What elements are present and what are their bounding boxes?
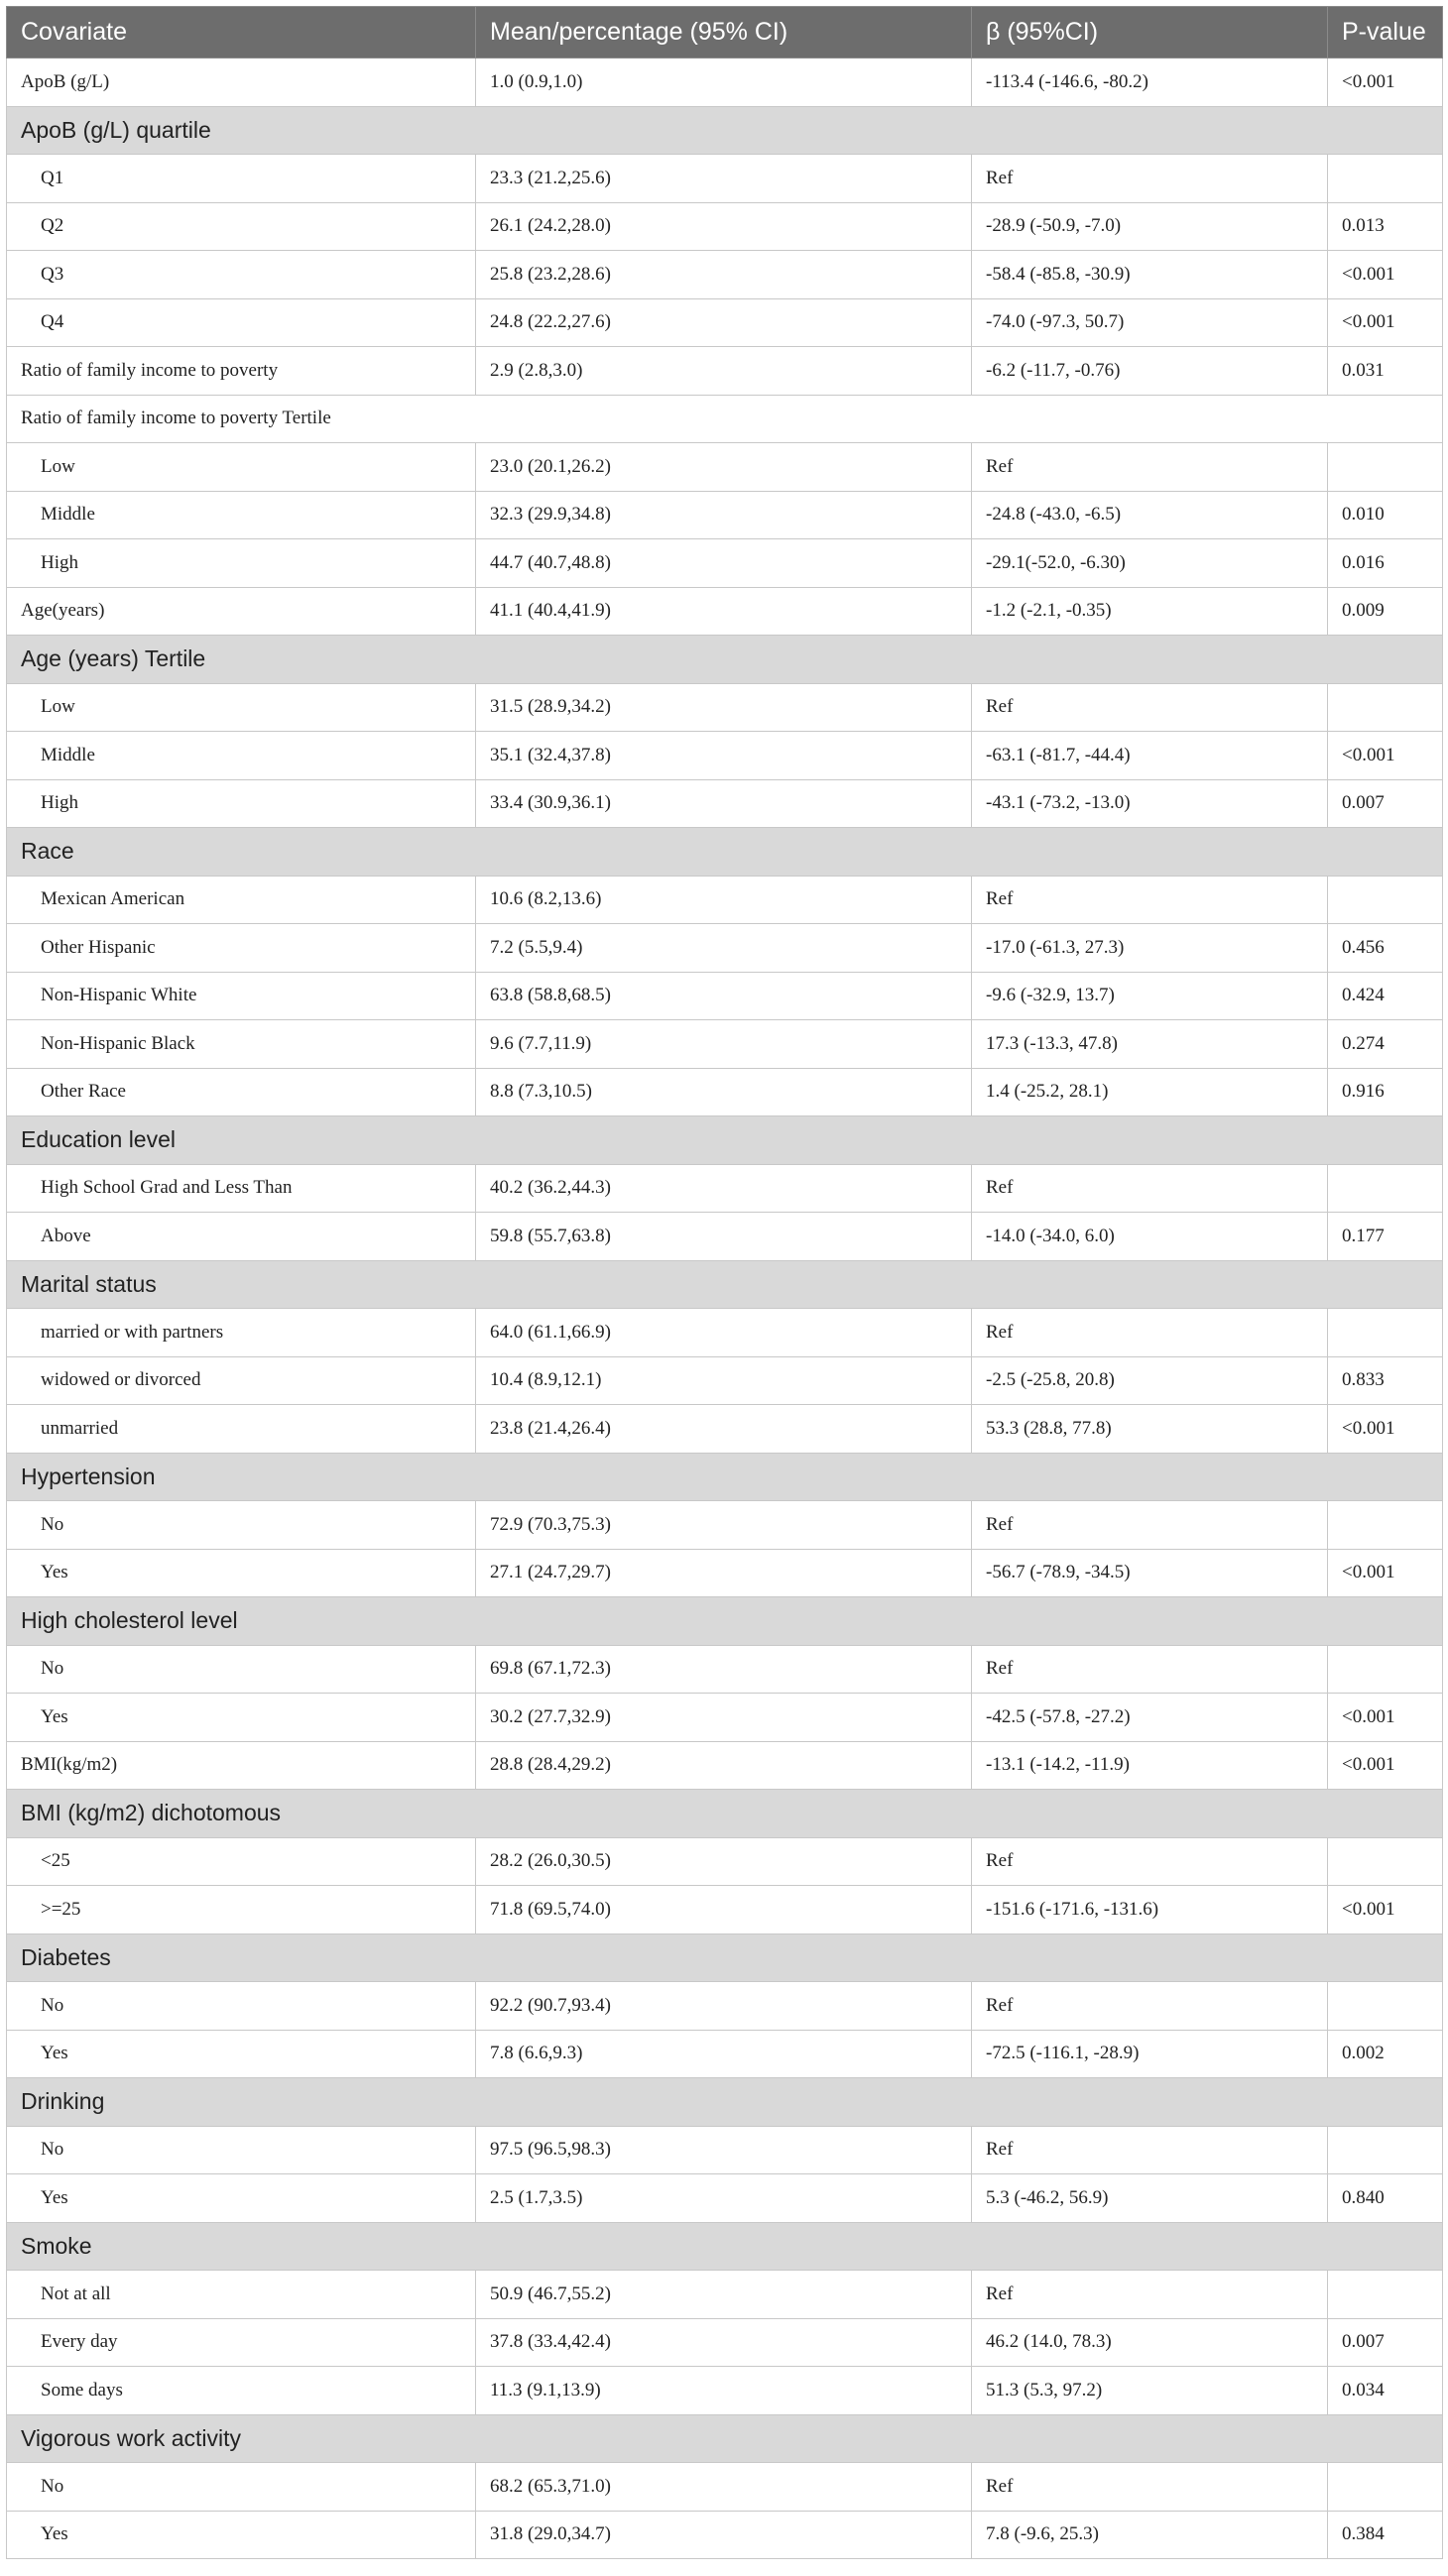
mean-cell: 64.0 (61.1,66.9) — [476, 1309, 972, 1357]
covariate-cell: Q3 — [7, 251, 476, 299]
mean-cell: 23.3 (21.2,25.6) — [476, 155, 972, 203]
p-value-cell — [1328, 1837, 1443, 1886]
p-value-cell: 0.274 — [1328, 1020, 1443, 1069]
table-row — [7, 1982, 1443, 2031]
p-value-cell — [1328, 1645, 1443, 1694]
mean-cell: 28.8 (28.4,29.2) — [476, 1741, 972, 1790]
mean-cell: 30.2 (27.7,32.9) — [476, 1694, 972, 1742]
beta-cell: Ref — [972, 155, 1328, 203]
covariate-cell: Non-Hispanic White — [7, 972, 476, 1020]
covariate-cell: BMI(kg/m2) — [7, 1741, 476, 1790]
p-value-cell: <0.001 — [1328, 298, 1443, 347]
mean-cell: 23.8 (21.4,26.4) — [476, 1405, 972, 1454]
mean-cell: 7.8 (6.6,9.3) — [476, 2030, 972, 2078]
table-row — [7, 1164, 1443, 1213]
group-header-row — [7, 2078, 1443, 2127]
covariate-cell: unmarried — [7, 1405, 476, 1454]
table-row — [7, 1549, 1443, 1597]
covariate-cell: Above — [7, 1213, 476, 1261]
table-row — [7, 202, 1443, 251]
covariate-cell: No — [7, 1501, 476, 1550]
p-value-cell — [1328, 2271, 1443, 2319]
covariate-cell: Middle — [7, 491, 476, 539]
p-value-cell: 0.177 — [1328, 1213, 1443, 1261]
table-row — [7, 2511, 1443, 2559]
group-label: Drinking — [7, 2078, 1443, 2127]
covariate-cell: Middle — [7, 732, 476, 780]
beta-cell: Ref — [972, 1837, 1328, 1886]
table-row — [7, 1645, 1443, 1694]
table-row — [7, 1356, 1443, 1405]
covariate-cell: <25 — [7, 1837, 476, 1886]
group-label: ApoB (g/L) quartile — [7, 106, 1443, 155]
table-row — [7, 2271, 1443, 2319]
group-label: High cholesterol level — [7, 1597, 1443, 1646]
p-value-cell: 0.013 — [1328, 202, 1443, 251]
group-header-row — [7, 106, 1443, 155]
group-header-row — [7, 1790, 1443, 1838]
mean-cell: 27.1 (24.7,29.7) — [476, 1549, 972, 1597]
beta-cell: -29.1(-52.0, -6.30) — [972, 539, 1328, 588]
beta-cell: -42.5 (-57.8, -27.2) — [972, 1694, 1328, 1742]
table-body — [7, 59, 1443, 2559]
group-header-row — [7, 828, 1443, 877]
covariate-cell: No — [7, 2463, 476, 2512]
beta-cell: Ref — [972, 876, 1328, 924]
p-value-cell — [1328, 1501, 1443, 1550]
beta-cell: -9.6 (-32.9, 13.7) — [972, 972, 1328, 1020]
p-value-cell — [1328, 683, 1443, 732]
header-mean: Mean/percentage (95% CI) — [476, 7, 972, 59]
beta-cell: 53.3 (28.8, 77.8) — [972, 1405, 1328, 1454]
table-row — [7, 683, 1443, 732]
table-row — [7, 1501, 1443, 1550]
p-value-cell: <0.001 — [1328, 59, 1443, 107]
table-row — [7, 1694, 1443, 1742]
beta-cell: Ref — [972, 1164, 1328, 1213]
mean-cell: 69.8 (67.1,72.3) — [476, 1645, 972, 1694]
p-value-cell: 0.034 — [1328, 2367, 1443, 2415]
covariate-cell: Low — [7, 683, 476, 732]
mean-cell: 97.5 (96.5,98.3) — [476, 2126, 972, 2174]
beta-cell: 5.3 (-46.2, 56.9) — [972, 2174, 1328, 2223]
covariate-cell: Yes — [7, 2030, 476, 2078]
beta-cell: Ref — [972, 2463, 1328, 2512]
covariate-cell: High — [7, 539, 476, 588]
header-covariate: Covariate — [7, 7, 476, 59]
section-title-row — [7, 395, 1443, 443]
covariate-cell: Ratio of family income to poverty — [7, 347, 476, 396]
p-value-cell: <0.001 — [1328, 1741, 1443, 1790]
group-label: Marital status — [7, 1260, 1443, 1309]
p-value-cell: 0.456 — [1328, 924, 1443, 973]
covariate-cell: married or with partners — [7, 1309, 476, 1357]
covariate-cell: ApoB (g/L) — [7, 59, 476, 107]
p-value-cell: <0.001 — [1328, 1694, 1443, 1742]
mean-cell: 23.0 (20.1,26.2) — [476, 443, 972, 492]
covariate-cell: Q1 — [7, 155, 476, 203]
covariate-cell: High — [7, 779, 476, 828]
beta-cell: -1.2 (-2.1, -0.35) — [972, 587, 1328, 636]
beta-cell: -28.9 (-50.9, -7.0) — [972, 202, 1328, 251]
beta-cell: 46.2 (14.0, 78.3) — [972, 2318, 1328, 2367]
beta-cell: 17.3 (-13.3, 47.8) — [972, 1020, 1328, 1069]
p-value-cell — [1328, 876, 1443, 924]
covariate-cell: widowed or divorced — [7, 1356, 476, 1405]
covariate-cell: High School Grad and Less Than — [7, 1164, 476, 1213]
covariate-cell: Mexican American — [7, 876, 476, 924]
beta-cell: -2.5 (-25.8, 20.8) — [972, 1356, 1328, 1405]
table-row — [7, 2463, 1443, 2512]
mean-cell: 50.9 (46.7,55.2) — [476, 2271, 972, 2319]
mean-cell: 28.2 (26.0,30.5) — [476, 1837, 972, 1886]
group-header-row — [7, 1597, 1443, 1646]
group-label: Hypertension — [7, 1453, 1443, 1501]
mean-cell: 2.5 (1.7,3.5) — [476, 2174, 972, 2223]
table-row — [7, 2318, 1443, 2367]
header-beta: β (95%CI) — [972, 7, 1328, 59]
mean-cell: 59.8 (55.7,63.8) — [476, 1213, 972, 1261]
beta-cell: -74.0 (-97.3, 50.7) — [972, 298, 1328, 347]
group-label: Diabetes — [7, 1933, 1443, 1982]
table-row — [7, 298, 1443, 347]
beta-cell: -24.8 (-43.0, -6.5) — [972, 491, 1328, 539]
covariate-cell: No — [7, 1982, 476, 2031]
covariate-cell: Yes — [7, 2511, 476, 2559]
beta-cell: -151.6 (-171.6, -131.6) — [972, 1886, 1328, 1934]
p-value-cell: <0.001 — [1328, 1405, 1443, 1454]
covariate-cell: Every day — [7, 2318, 476, 2367]
table-row — [7, 1020, 1443, 1069]
mean-cell: 7.2 (5.5,9.4) — [476, 924, 972, 973]
mean-cell: 68.2 (65.3,71.0) — [476, 2463, 972, 2512]
table-row — [7, 876, 1443, 924]
group-header-row — [7, 636, 1443, 684]
group-label: Age (years) Tertile — [7, 636, 1443, 684]
beta-cell: -113.4 (-146.6, -80.2) — [972, 59, 1328, 107]
p-value-cell: 0.016 — [1328, 539, 1443, 588]
p-value-cell: <0.001 — [1328, 732, 1443, 780]
table-row — [7, 1886, 1443, 1934]
p-value-cell — [1328, 2463, 1443, 2512]
beta-cell: -13.1 (-14.2, -11.9) — [972, 1741, 1328, 1790]
beta-cell: -72.5 (-116.1, -28.9) — [972, 2030, 1328, 2078]
p-value-cell: 0.009 — [1328, 587, 1443, 636]
covariate-cell: Yes — [7, 1694, 476, 1742]
group-header-row — [7, 1260, 1443, 1309]
table-row — [7, 732, 1443, 780]
p-value-cell: 0.833 — [1328, 1356, 1443, 1405]
mean-cell: 41.1 (40.4,41.9) — [476, 587, 972, 636]
table-row — [7, 1213, 1443, 1261]
beta-cell: Ref — [972, 683, 1328, 732]
table-row — [7, 1837, 1443, 1886]
mean-cell: 24.8 (22.2,27.6) — [476, 298, 972, 347]
beta-cell: 51.3 (5.3, 97.2) — [972, 2367, 1328, 2415]
beta-cell: -14.0 (-34.0, 6.0) — [972, 1213, 1328, 1261]
mean-cell: 71.8 (69.5,74.0) — [476, 1886, 972, 1934]
covariate-cell: Age(years) — [7, 587, 476, 636]
covariate-cell: No — [7, 2126, 476, 2174]
mean-cell: 63.8 (58.8,68.5) — [476, 972, 972, 1020]
beta-cell: -43.1 (-73.2, -13.0) — [972, 779, 1328, 828]
beta-cell: -63.1 (-81.7, -44.4) — [972, 732, 1328, 780]
beta-cell: 1.4 (-25.2, 28.1) — [972, 1068, 1328, 1116]
table-row — [7, 155, 1443, 203]
p-value-cell: 0.424 — [1328, 972, 1443, 1020]
header-p-value: P-value — [1328, 7, 1443, 59]
beta-cell: -56.7 (-78.9, -34.5) — [972, 1549, 1328, 1597]
mean-cell: 31.8 (29.0,34.7) — [476, 2511, 972, 2559]
table-row — [7, 347, 1443, 396]
table-row — [7, 924, 1443, 973]
table-row — [7, 2126, 1443, 2174]
table-row — [7, 443, 1443, 492]
covariate-cell: No — [7, 1645, 476, 1694]
beta-cell: Ref — [972, 1645, 1328, 1694]
p-value-cell — [1328, 443, 1443, 492]
mean-cell: 35.1 (32.4,37.8) — [476, 732, 972, 780]
p-value-cell — [1328, 1982, 1443, 2031]
beta-cell: Ref — [972, 1501, 1328, 1550]
table-row — [7, 587, 1443, 636]
p-value-cell — [1328, 1164, 1443, 1213]
covariate-cell: Yes — [7, 1549, 476, 1597]
p-value-cell — [1328, 2126, 1443, 2174]
table-row — [7, 972, 1443, 1020]
group-label: Race — [7, 828, 1443, 877]
table-row — [7, 1741, 1443, 1790]
mean-cell: 26.1 (24.2,28.0) — [476, 202, 972, 251]
group-header-row — [7, 1453, 1443, 1501]
table-row — [7, 539, 1443, 588]
covariate-cell: Non-Hispanic Black — [7, 1020, 476, 1069]
mean-cell: 40.2 (36.2,44.3) — [476, 1164, 972, 1213]
mean-cell: 37.8 (33.4,42.4) — [476, 2318, 972, 2367]
mean-cell: 33.4 (30.9,36.1) — [476, 779, 972, 828]
beta-cell: Ref — [972, 2126, 1328, 2174]
mean-cell: 32.3 (29.9,34.8) — [476, 491, 972, 539]
covariate-table — [6, 6, 1443, 2559]
p-value-cell: <0.001 — [1328, 251, 1443, 299]
group-label: BMI (kg/m2) dichotomous — [7, 1790, 1443, 1838]
mean-cell: 10.4 (8.9,12.1) — [476, 1356, 972, 1405]
p-value-cell: 0.031 — [1328, 347, 1443, 396]
table-row — [7, 251, 1443, 299]
table-row — [7, 2030, 1443, 2078]
p-value-cell: <0.001 — [1328, 1549, 1443, 1597]
table-row — [7, 2367, 1443, 2415]
mean-cell: 72.9 (70.3,75.3) — [476, 1501, 972, 1550]
covariate-cell: Not at all — [7, 2271, 476, 2319]
covariate-cell: Low — [7, 443, 476, 492]
p-value-cell: 0.916 — [1328, 1068, 1443, 1116]
p-value-cell: 0.007 — [1328, 779, 1443, 828]
group-label: Smoke — [7, 2222, 1443, 2271]
group-label: Ratio of family income to poverty Tertile — [7, 395, 1443, 443]
p-value-cell: 0.840 — [1328, 2174, 1443, 2223]
table-row — [7, 779, 1443, 828]
beta-cell: -58.4 (-85.8, -30.9) — [972, 251, 1328, 299]
table-header-row — [7, 7, 1443, 59]
p-value-cell: 0.384 — [1328, 2511, 1443, 2559]
covariate-cell: Q4 — [7, 298, 476, 347]
covariate-cell: Other Hispanic — [7, 924, 476, 973]
covariate-cell: >=25 — [7, 1886, 476, 1934]
table-row — [7, 491, 1443, 539]
mean-cell: 1.0 (0.9,1.0) — [476, 59, 972, 107]
beta-cell: -6.2 (-11.7, -0.76) — [972, 347, 1328, 396]
mean-cell: 2.9 (2.8,3.0) — [476, 347, 972, 396]
p-value-cell: 0.002 — [1328, 2030, 1443, 2078]
p-value-cell — [1328, 1309, 1443, 1357]
mean-cell: 10.6 (8.2,13.6) — [476, 876, 972, 924]
table-row — [7, 59, 1443, 107]
beta-cell: Ref — [972, 443, 1328, 492]
table-row — [7, 2174, 1443, 2223]
beta-cell: Ref — [972, 1309, 1328, 1357]
mean-cell: 25.8 (23.2,28.6) — [476, 251, 972, 299]
mean-cell: 44.7 (40.7,48.8) — [476, 539, 972, 588]
mean-cell: 8.8 (7.3,10.5) — [476, 1068, 972, 1116]
covariate-cell: Q2 — [7, 202, 476, 251]
covariate-cell: Other Race — [7, 1068, 476, 1116]
p-value-cell: <0.001 — [1328, 1886, 1443, 1934]
beta-cell: 7.8 (-9.6, 25.3) — [972, 2511, 1328, 2559]
group-label: Education level — [7, 1116, 1443, 1165]
p-value-cell: 0.010 — [1328, 491, 1443, 539]
mean-cell: 9.6 (7.7,11.9) — [476, 1020, 972, 1069]
beta-cell: Ref — [972, 1982, 1328, 2031]
group-header-row — [7, 2222, 1443, 2271]
mean-cell: 31.5 (28.9,34.2) — [476, 683, 972, 732]
beta-cell: Ref — [972, 2271, 1328, 2319]
p-value-cell — [1328, 155, 1443, 203]
group-header-row — [7, 1933, 1443, 1982]
group-header-row — [7, 2414, 1443, 2463]
table-row — [7, 1309, 1443, 1357]
table-row — [7, 1068, 1443, 1116]
group-header-row — [7, 1116, 1443, 1165]
p-value-cell: 0.007 — [1328, 2318, 1443, 2367]
group-label: Vigorous work activity — [7, 2414, 1443, 2463]
mean-cell: 92.2 (90.7,93.4) — [476, 1982, 972, 2031]
covariate-cell: Yes — [7, 2174, 476, 2223]
table-row — [7, 1405, 1443, 1454]
covariate-cell: Some days — [7, 2367, 476, 2415]
mean-cell: 11.3 (9.1,13.9) — [476, 2367, 972, 2415]
beta-cell: -17.0 (-61.3, 27.3) — [972, 924, 1328, 973]
